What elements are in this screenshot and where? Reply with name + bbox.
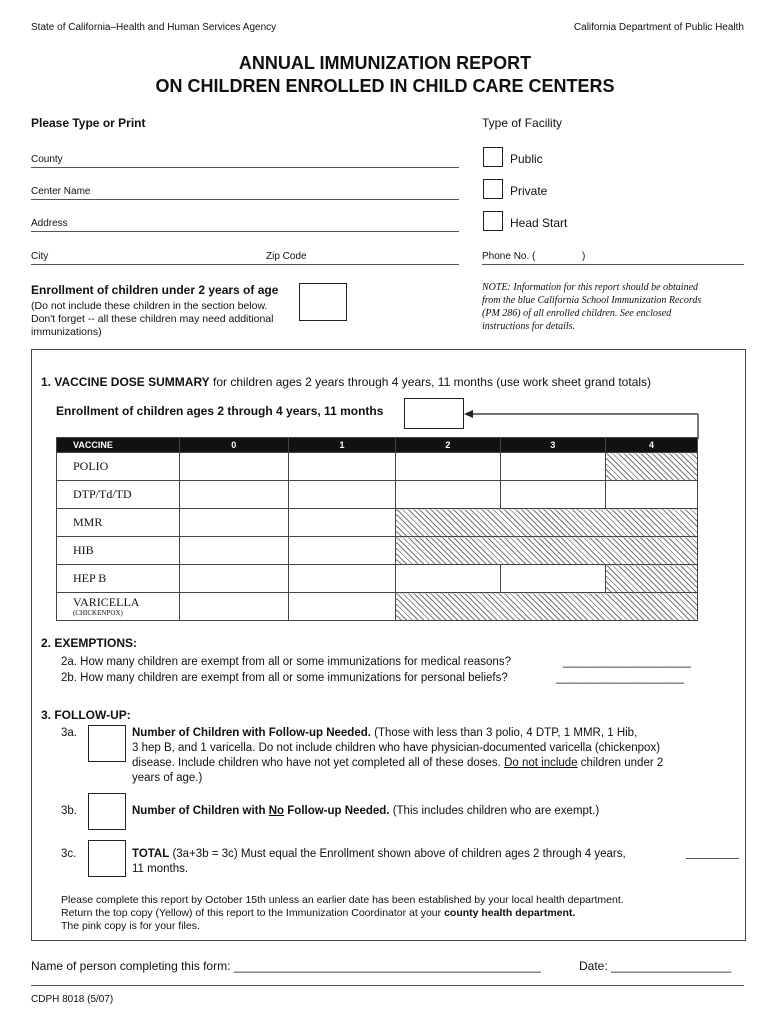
agency-left: State of California–Health and Human Services Agency bbox=[31, 22, 277, 33]
enrollment-arrow bbox=[462, 405, 706, 440]
dose-cell[interactable] bbox=[288, 565, 395, 593]
public-label: Public bbox=[510, 152, 543, 166]
table-row bbox=[57, 509, 698, 537]
column-header-1: 1 bbox=[288, 438, 395, 453]
private-checkbox[interactable] bbox=[483, 179, 503, 199]
enrollment-under2-box[interactable] bbox=[299, 283, 347, 321]
dose-cell[interactable] bbox=[288, 537, 395, 565]
enrollment-2to4-box[interactable] bbox=[404, 398, 464, 429]
followup-3c-label: 3c. bbox=[61, 848, 77, 860]
vaccine-name: DTP/Td/TD bbox=[57, 481, 180, 509]
followup-3c-box[interactable] bbox=[88, 840, 126, 877]
column-header-3: 3 bbox=[500, 438, 605, 453]
phone-field[interactable] bbox=[482, 264, 744, 265]
dose-cell[interactable] bbox=[179, 565, 288, 593]
hatched-cell bbox=[396, 537, 698, 565]
hatched-cell bbox=[606, 453, 698, 481]
vaccine-name: HEP B bbox=[57, 565, 180, 593]
section2-title: 2. EXEMPTIONS: bbox=[41, 636, 138, 650]
exemption-medical-blank[interactable]: ____________________ bbox=[563, 656, 691, 668]
followup-3a-label: 3a. bbox=[61, 727, 77, 739]
total-connector-line bbox=[686, 858, 739, 859]
vaccine-dose-table bbox=[56, 437, 698, 621]
followup-3a-box[interactable] bbox=[88, 725, 126, 762]
public-checkbox[interactable] bbox=[483, 147, 503, 167]
dose-cell[interactable] bbox=[500, 453, 605, 481]
exemption-personal-blank[interactable]: ____________________ bbox=[556, 672, 684, 684]
section3-title: 3. FOLLOW-UP: bbox=[41, 708, 131, 722]
dose-cell[interactable] bbox=[396, 453, 500, 481]
center-name-field[interactable] bbox=[31, 199, 459, 200]
please-type-label: Please Type or Print bbox=[31, 116, 146, 130]
dose-cell[interactable] bbox=[179, 537, 288, 565]
enrollment-2to4-label: Enrollment of children ages 2 through 4 years, 11 months bbox=[56, 404, 384, 418]
table-row bbox=[57, 565, 698, 593]
dose-cell[interactable] bbox=[288, 593, 395, 621]
vaccine-name: VARICELLA (CHICKENPOX) bbox=[57, 593, 180, 621]
vaccine-name: POLIO bbox=[57, 453, 180, 481]
dose-cell[interactable] bbox=[288, 509, 395, 537]
followup-3b-label: 3b. bbox=[61, 805, 77, 817]
address-label: Address bbox=[31, 218, 68, 229]
enrollment-under2-note1: (Do not include these children in the section below. bbox=[31, 300, 268, 312]
enrollment-under2-note3: immunizations) bbox=[31, 326, 102, 338]
exemption-medical-question: 2a. How many children are exempt from all or some immunizations for medical reasons? bbox=[61, 656, 511, 668]
dose-cell[interactable] bbox=[396, 565, 500, 593]
table-row bbox=[57, 593, 698, 621]
date-field[interactable]: Date: __________________ bbox=[579, 959, 732, 973]
county-label: County bbox=[31, 154, 63, 165]
address-field[interactable] bbox=[31, 231, 459, 232]
head-start-label: Head Start bbox=[510, 216, 568, 230]
dose-cell[interactable] bbox=[288, 481, 395, 509]
vaccine-name: HIB bbox=[57, 537, 180, 565]
head-start-checkbox[interactable] bbox=[483, 211, 503, 231]
completed-by-field[interactable]: Name of person completing this form: ______________________________________________ bbox=[31, 959, 541, 973]
note-line2: from the blue California School Immunization Records bbox=[482, 295, 702, 306]
note-line4: instructions for details. bbox=[482, 321, 576, 332]
private-label: Private bbox=[510, 184, 548, 198]
dose-cell[interactable] bbox=[179, 509, 288, 537]
column-header-4: 4 bbox=[606, 438, 698, 453]
column-header-2: 2 bbox=[396, 438, 500, 453]
table-row bbox=[57, 453, 698, 481]
dose-cell[interactable] bbox=[606, 481, 698, 509]
table-row bbox=[57, 537, 698, 565]
center-name-label: Center Name bbox=[31, 186, 91, 197]
facility-type-label: Type of Facility bbox=[482, 116, 563, 130]
city-zip-field[interactable] bbox=[31, 264, 459, 265]
phone-close: ) bbox=[582, 251, 586, 262]
phone-label: Phone No. ( bbox=[482, 251, 536, 262]
dose-cell[interactable] bbox=[179, 593, 288, 621]
dose-cell[interactable] bbox=[500, 481, 605, 509]
followup-3a-text: Number of Children with Follow-up Needed. (Those with less than 3 polio, 4 DTP, 1 MMR, 1 Hib, 3 hep B, and 1 varicella. Do not include children who have physician-documented varicella (chickenpox) disease. Include children who have not yet completed all of these doses. Do not include children under 2 years of age.) bbox=[132, 727, 664, 784]
dose-cell[interactable] bbox=[288, 453, 395, 481]
county-field[interactable] bbox=[31, 167, 459, 168]
dose-cell[interactable] bbox=[179, 453, 288, 481]
note-line3: (PM 286) of all enrolled children. See enclosed bbox=[482, 308, 672, 319]
agency-right: California Department of Public Health bbox=[573, 22, 744, 33]
dose-cell[interactable] bbox=[179, 481, 288, 509]
exemption-personal-question: 2b. How many children are exempt from all or some immunizations for personal beliefs? bbox=[61, 672, 508, 684]
table-row bbox=[57, 481, 698, 509]
hatched-cell bbox=[396, 593, 698, 621]
followup-3b-text: Number of Children with No Follow-up Needed. (This includes children who are exempt.) bbox=[132, 805, 600, 817]
dose-cell[interactable] bbox=[500, 565, 605, 593]
hatched-cell bbox=[396, 509, 698, 537]
enrollment-under2-title: Enrollment of children under 2 years of age bbox=[31, 283, 279, 297]
enrollment-under2-note2: Don't forget -- all these children may need additional bbox=[31, 313, 274, 325]
divider bbox=[31, 985, 744, 986]
vaccine-name: MMR bbox=[57, 509, 180, 537]
form-title-line1: ANNUAL IMMUNIZATION REPORT bbox=[238, 53, 532, 73]
column-header-vaccine: VACCINE bbox=[57, 438, 180, 453]
note-line1: NOTE: Information for this report should be obtained bbox=[482, 282, 699, 293]
form-title-line2: ON CHILDREN ENROLLED IN CHILD CARE CENTERS bbox=[155, 76, 615, 96]
zip-code-label: Zip Code bbox=[266, 251, 307, 262]
column-header-0: 0 bbox=[179, 438, 288, 453]
city-label: City bbox=[31, 251, 49, 262]
followup-3b-box[interactable] bbox=[88, 793, 126, 830]
instructions-note: Please complete this report by October 15th unless an earlier date has been established by your local health department. Return the top copy (Yellow) of this report to the Immunization Coordinator at your county health department. The pink copy is for your files. bbox=[61, 894, 624, 932]
dose-cell[interactable] bbox=[396, 481, 500, 509]
section1-title: 1. VACCINE DOSE SUMMARY for children ages 2 years through 4 years, 11 months (use work sheet grand totals) bbox=[41, 375, 652, 389]
form-number: CDPH 8018 (5/07) bbox=[31, 994, 114, 1005]
followup-3c-text: TOTAL (3a+3b = 3c) Must equal the Enrollment shown above of children ages 2 through 4 years, 11 months. bbox=[132, 848, 626, 875]
hatched-cell bbox=[606, 565, 698, 593]
